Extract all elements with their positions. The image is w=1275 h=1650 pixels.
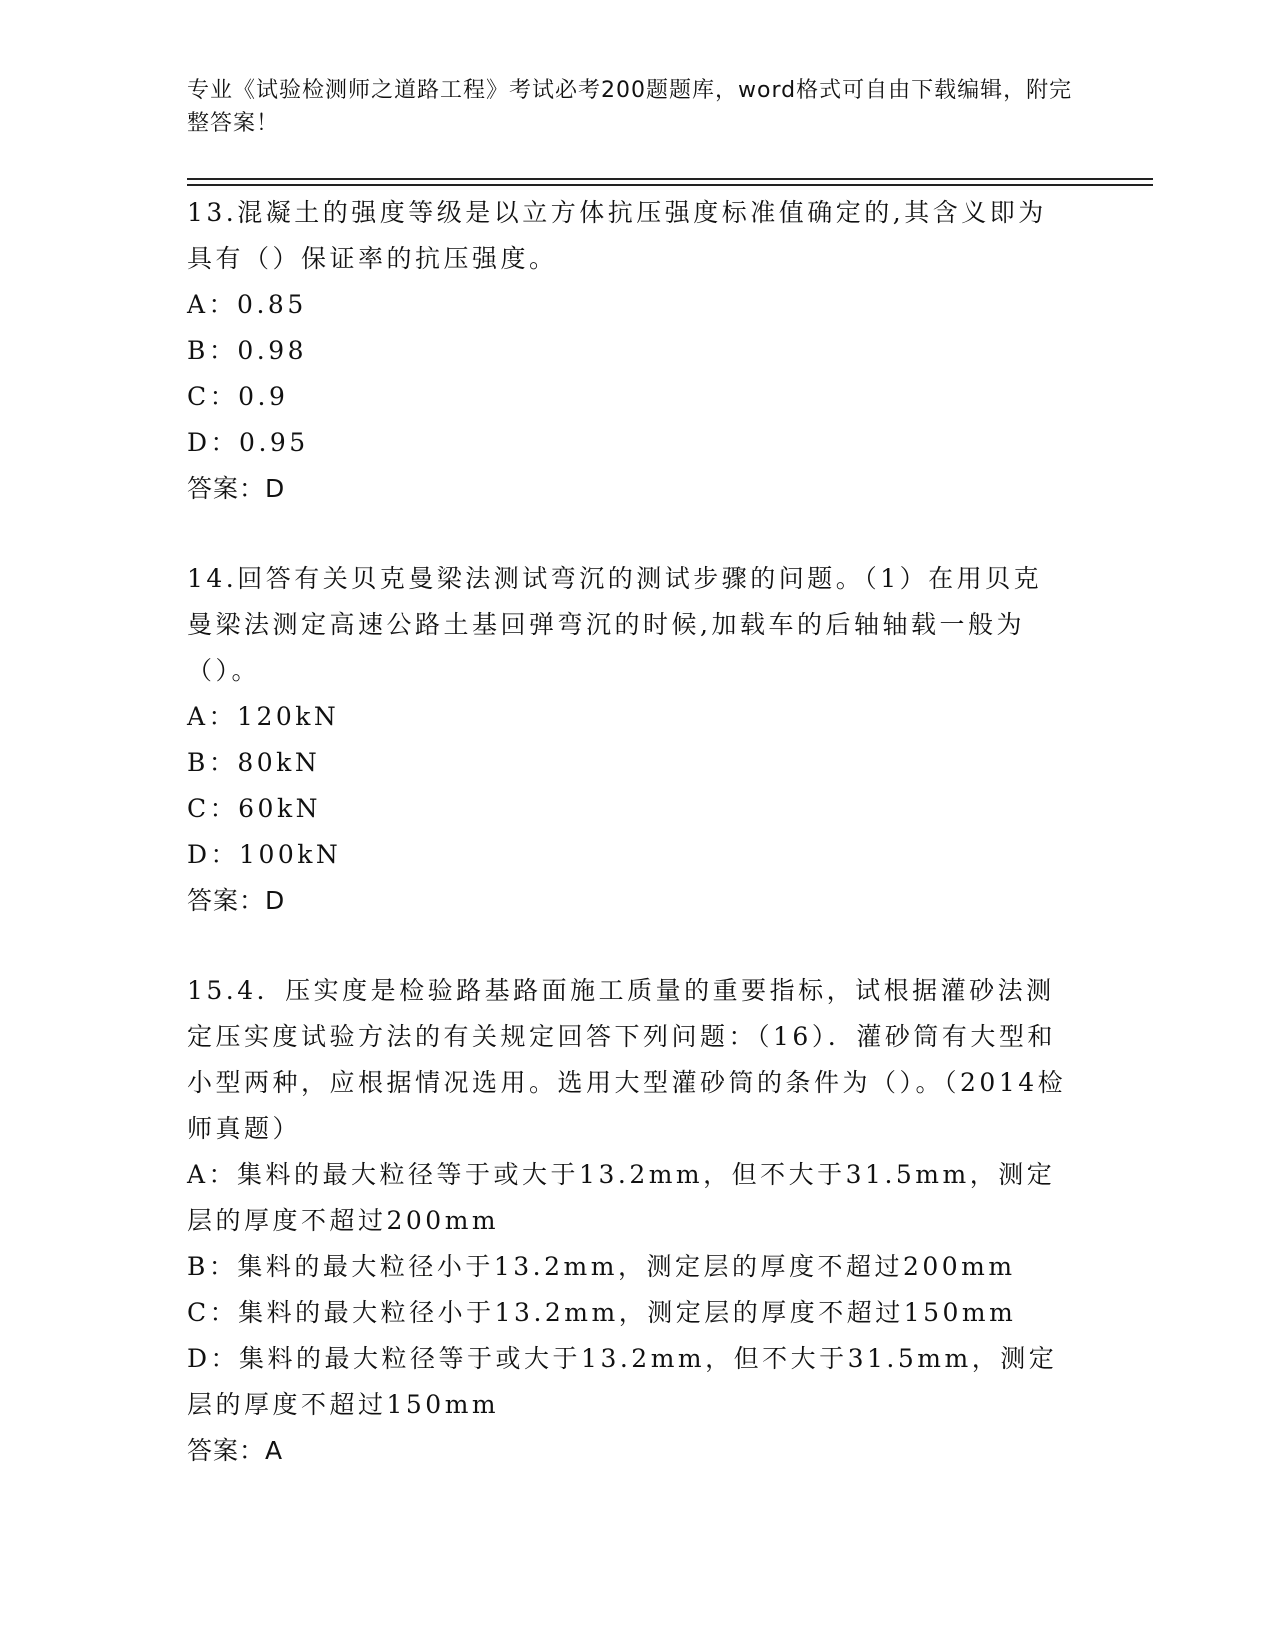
option-b: B：集料的最大粒径小于13.2mm，测定层的厚度不超过200mm (187, 1252, 1016, 1281)
option-b: B：80kN (187, 748, 321, 777)
question-text: 15.4．压实度是检验路基路面施工质量的重要指标，试根据灌砂法测定压实度试验方法的有关规定回答下列问题：（16）．灌砂筒有大型和小型两种，应根据情况选用。选用大型灌砂筒的条件为（）。（2014检师真题） (187, 976, 1067, 1143)
question-15 (187, 968, 1067, 1474)
question-text: 13.混凝土的强度等级是以立方体抗压强度标准值确定的,其含义即为具有（）保证率的抗压强度。 (187, 198, 1047, 273)
option-b: B：0.98 (187, 336, 308, 365)
question-13 (187, 190, 1067, 512)
option-c: C：集料的最大粒径小于13.2mm，测定层的厚度不超过150mm (187, 1298, 1017, 1327)
option-d: D：100kN (187, 840, 342, 869)
option-a: A：120kN (187, 702, 340, 731)
question-list (187, 190, 1067, 1518)
header-divider-bottom (187, 184, 1153, 186)
answer: 答案：D (187, 474, 286, 503)
option-a: A：集料的最大粒径等于或大于13.2mm，但不大于31.5mm，测定层的厚度不超过200mm (187, 1160, 1056, 1235)
option-a: A：0.85 (187, 290, 307, 319)
page-header: 专业《试验检测师之道路工程》考试必考200题题库，word格式可自由下载编辑，附完整答案！ (187, 78, 1073, 136)
header-divider-top (187, 178, 1153, 180)
answer: 答案：A (187, 1436, 284, 1465)
answer: 答案：D (187, 886, 286, 915)
option-c: C：60kN (187, 794, 321, 823)
option-c: C：0.9 (187, 382, 289, 411)
question-text: 14.回答有关贝克曼梁法测试弯沉的测试步骤的问题。（1）在用贝克曼梁法测定高速公路土基回弹弯沉的时候,加载车的后轴轴载一般为（）。 (187, 564, 1043, 685)
option-d: D：0.95 (187, 428, 309, 457)
option-d: D：集料的最大粒径等于或大于13.2mm，但不大于31.5mm，测定层的厚度不超过150mm (187, 1344, 1058, 1419)
question-14 (187, 556, 1067, 924)
